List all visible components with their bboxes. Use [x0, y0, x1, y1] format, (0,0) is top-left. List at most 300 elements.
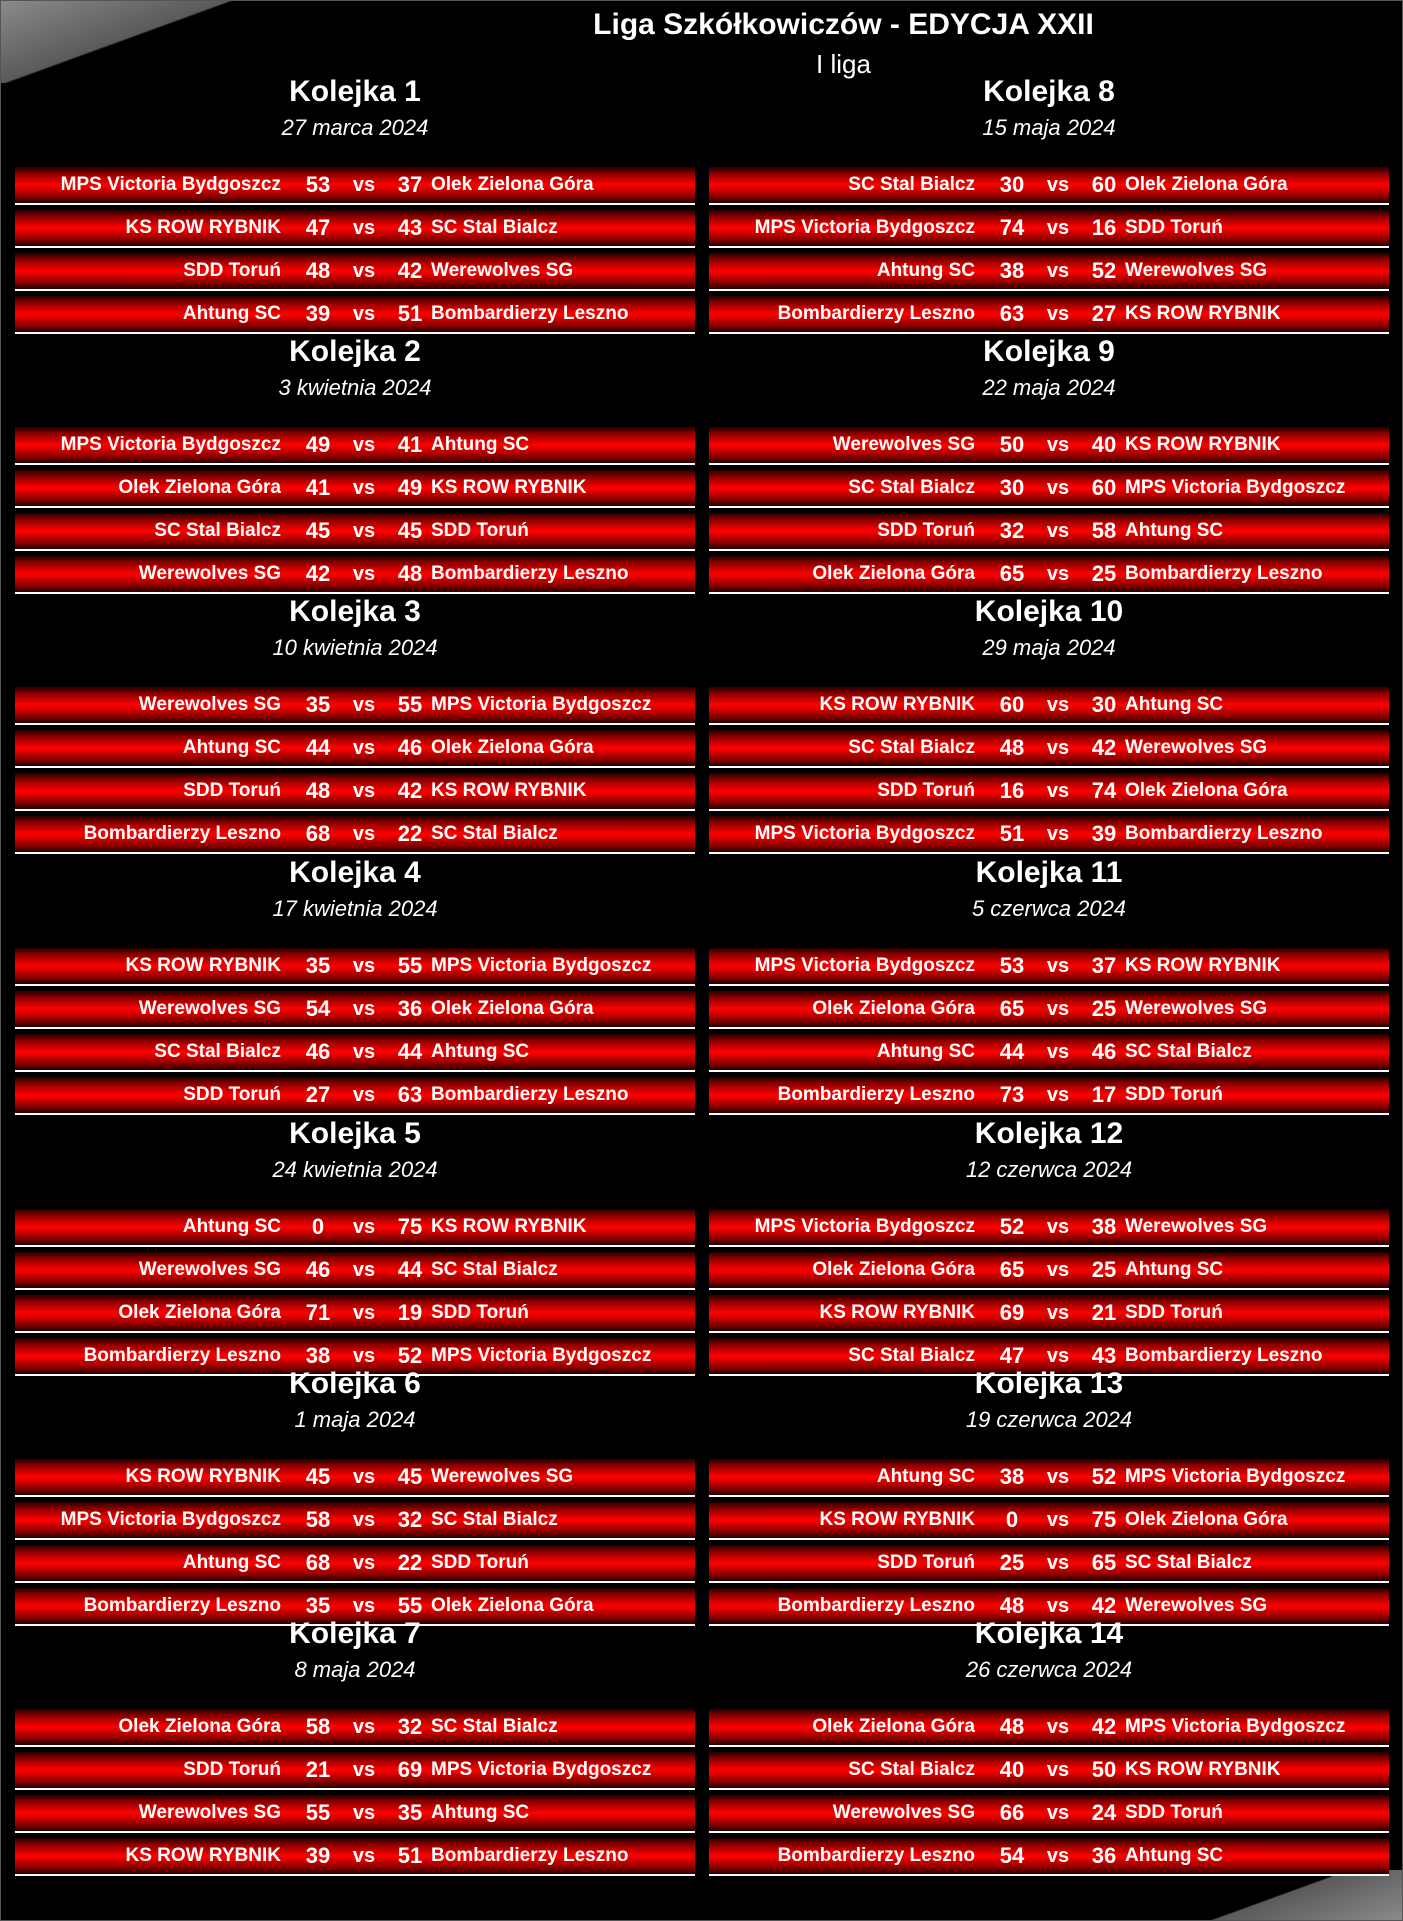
away-team: Ahtung SC [431, 1802, 530, 1823]
away-score: 35 [397, 1800, 423, 1825]
home-score: 39 [305, 1843, 331, 1868]
vs-label: vs [352, 1216, 376, 1238]
vs-label: vs [1046, 1509, 1070, 1531]
home-team: KS ROW RYBNIK [819, 694, 975, 715]
away-score: 32 [397, 1507, 423, 1532]
home-score: 48 [999, 1714, 1025, 1739]
home-team: SDD Toruń [877, 520, 975, 541]
home-team: SC Stal Bialcz [848, 477, 975, 498]
home-team: SDD Toruń [183, 780, 281, 801]
match-row [15, 1709, 695, 1747]
away-score: 49 [397, 475, 423, 500]
away-team: SC Stal Bialcz [1125, 1041, 1252, 1062]
match-row [15, 556, 695, 594]
away-score: 32 [397, 1714, 423, 1739]
home-score: 42 [305, 561, 331, 586]
away-score: 48 [397, 561, 423, 586]
home-team: Olek Zielona Góra [812, 563, 975, 584]
round-title: Kolejka 14 [974, 1617, 1124, 1650]
home-team: SC Stal Bialcz [848, 174, 975, 195]
round-date: 8 maja 2024 [294, 1657, 416, 1682]
away-team: KS ROW RYBNIK [431, 477, 587, 498]
away-team: KS ROW RYBNIK [431, 1216, 587, 1237]
away-score: 75 [1091, 1507, 1117, 1532]
away-team: Bombardierzy Leszno [431, 1084, 629, 1105]
away-team: Ahtung SC [1125, 520, 1224, 541]
match-row [15, 1502, 695, 1540]
match-row [15, 948, 695, 986]
home-score: 55 [305, 1800, 331, 1825]
away-score: 60 [1091, 475, 1117, 500]
vs-label: vs [1046, 1845, 1070, 1867]
vs-label: vs [352, 1509, 376, 1531]
away-score: 51 [397, 1843, 423, 1868]
away-score: 50 [1091, 1757, 1117, 1782]
home-score: 73 [999, 1082, 1025, 1107]
away-score: 39 [1091, 821, 1117, 846]
vs-label: vs [1046, 303, 1070, 325]
away-score: 55 [397, 953, 423, 978]
vs-label: vs [352, 174, 376, 196]
round-title: Kolejka 13 [974, 1367, 1124, 1400]
home-score: 54 [999, 1843, 1025, 1868]
match-row [15, 1545, 695, 1583]
away-score: 52 [1091, 1464, 1117, 1489]
away-score: 43 [397, 215, 423, 240]
home-score: 32 [999, 518, 1025, 543]
away-team: SC Stal Bialcz [431, 1259, 558, 1280]
vs-label: vs [1046, 823, 1070, 845]
home-team: MPS Victoria Bydgoszcz [754, 823, 975, 844]
home-score: 0 [311, 1214, 325, 1239]
vs-label: vs [1046, 1716, 1070, 1738]
away-team: SDD Toruń [431, 1302, 529, 1323]
home-team: SC Stal Bialcz [848, 1345, 975, 1366]
home-score: 63 [999, 301, 1025, 326]
home-score: 40 [999, 1757, 1025, 1782]
match-row [15, 427, 695, 465]
home-team: MPS Victoria Bydgoszcz [754, 1216, 975, 1237]
match-row [15, 253, 695, 291]
away-score: 65 [1091, 1550, 1117, 1575]
vs-label: vs [1046, 217, 1070, 239]
match-row [709, 513, 1389, 551]
vs-label: vs [352, 303, 376, 325]
home-score: 44 [305, 735, 331, 760]
match-row [709, 210, 1389, 248]
home-team: SC Stal Bialcz [154, 1041, 281, 1062]
vs-label: vs [1046, 1302, 1070, 1324]
home-score: 68 [305, 821, 331, 846]
away-score: 46 [1091, 1039, 1117, 1064]
round-date: 27 marca 2024 [281, 115, 429, 140]
vs-label: vs [352, 1552, 376, 1574]
match-row [15, 513, 695, 551]
away-score: 42 [397, 778, 423, 803]
vs-label: vs [352, 520, 376, 542]
home-score: 30 [999, 172, 1025, 197]
away-team: Ahtung SC [1125, 694, 1224, 715]
match-row [15, 296, 695, 334]
away-team: KS ROW RYBNIK [431, 780, 587, 801]
vs-label: vs [1046, 737, 1070, 759]
home-score: 35 [305, 953, 331, 978]
home-score: 48 [999, 1593, 1025, 1618]
home-score: 46 [305, 1039, 331, 1064]
match-row [15, 1459, 695, 1497]
match-row [709, 427, 1389, 465]
match-row [709, 1502, 1389, 1540]
match-row [709, 1459, 1389, 1497]
round-date: 3 kwietnia 2024 [278, 375, 432, 400]
home-team: Bombardierzy Leszno [83, 1345, 281, 1366]
match-row [709, 1709, 1389, 1747]
round-title: Kolejka 7 [289, 1617, 421, 1650]
vs-label: vs [352, 1802, 376, 1824]
match-row [709, 296, 1389, 334]
match-row [15, 773, 695, 811]
home-team: Olek Zielona Góra [118, 1716, 281, 1737]
match-row [709, 1545, 1389, 1583]
home-team: SC Stal Bialcz [848, 737, 975, 758]
home-score: 49 [305, 432, 331, 457]
vs-label: vs [352, 477, 376, 499]
home-score: 65 [999, 561, 1025, 586]
away-score: 19 [397, 1300, 423, 1325]
vs-label: vs [1046, 520, 1070, 542]
away-team: MPS Victoria Bydgoszcz [431, 1759, 652, 1780]
match-row [15, 1295, 695, 1333]
home-score: 58 [305, 1507, 331, 1532]
vs-label: vs [352, 1845, 376, 1867]
home-team: Olek Zielona Góra [812, 1716, 975, 1737]
match-row [709, 1034, 1389, 1072]
vs-label: vs [1046, 1041, 1070, 1063]
away-score: 51 [397, 301, 423, 326]
vs-label: vs [1046, 563, 1070, 585]
match-row [15, 991, 695, 1029]
away-score: 42 [1091, 1593, 1117, 1618]
home-score: 38 [999, 258, 1025, 283]
away-team: SC Stal Bialcz [431, 1509, 558, 1530]
home-score: 65 [999, 1257, 1025, 1282]
away-team: Olek Zielona Góra [431, 998, 594, 1019]
match-row [15, 1077, 695, 1115]
round-date: 5 czerwca 2024 [971, 896, 1127, 921]
away-team: Olek Zielona Góra [431, 1595, 594, 1616]
away-score: 63 [397, 1082, 423, 1107]
away-score: 36 [397, 996, 423, 1021]
away-score: 45 [397, 1464, 423, 1489]
away-score: 44 [397, 1039, 423, 1064]
away-team: SC Stal Bialcz [431, 217, 558, 238]
round-title: Kolejka 9 [983, 335, 1115, 368]
away-team: Ahtung SC [1125, 1259, 1224, 1280]
away-team: Bombardierzy Leszno [1125, 823, 1323, 844]
home-score: 48 [305, 778, 331, 803]
home-team: Ahtung SC [876, 260, 975, 281]
home-team: SDD Toruń [183, 260, 281, 281]
page-title: Liga Szkółkowiczów - EDYCJA XXII [593, 8, 1094, 41]
match-row [15, 1752, 695, 1790]
away-score: 42 [1091, 1714, 1117, 1739]
home-team: Werewolves SG [832, 434, 975, 455]
vs-label: vs [352, 694, 376, 716]
home-team: Bombardierzy Leszno [777, 1595, 975, 1616]
away-team: MPS Victoria Bydgoszcz [1125, 1716, 1346, 1737]
round-title: Kolejka 3 [289, 595, 421, 628]
match-row [709, 1295, 1389, 1333]
home-score: 47 [999, 1343, 1025, 1368]
home-team: Bombardierzy Leszno [83, 1595, 281, 1616]
away-team: MPS Victoria Bydgoszcz [431, 694, 652, 715]
away-team: Olek Zielona Góra [431, 737, 594, 758]
away-team: Werewolves SG [1125, 260, 1268, 281]
home-score: 21 [305, 1757, 331, 1782]
round-title: Kolejka 4 [289, 856, 421, 889]
home-score: 30 [999, 475, 1025, 500]
away-team: Olek Zielona Góra [431, 174, 594, 195]
home-score: 53 [305, 172, 331, 197]
away-team: Werewolves SG [1125, 1595, 1268, 1616]
home-team: Olek Zielona Góra [118, 1302, 281, 1323]
round-date: 10 kwietnia 2024 [272, 635, 438, 660]
home-team: Werewolves SG [138, 563, 281, 584]
away-team: KS ROW RYBNIK [1125, 303, 1281, 324]
match-row [709, 1252, 1389, 1290]
round-date: 24 kwietnia 2024 [272, 1157, 438, 1182]
vs-label: vs [1046, 477, 1070, 499]
vs-label: vs [1046, 260, 1070, 282]
round-date: 19 czerwca 2024 [965, 1407, 1133, 1432]
round-date: 15 maja 2024 [982, 115, 1116, 140]
home-team: Bombardierzy Leszno [83, 823, 281, 844]
match-row [709, 773, 1389, 811]
home-team: Ahtung SC [182, 737, 281, 758]
match-row [709, 167, 1389, 205]
away-score: 25 [1091, 561, 1117, 586]
home-team: Ahtung SC [182, 1552, 281, 1573]
away-score: 40 [1091, 432, 1117, 457]
match-row [709, 253, 1389, 291]
away-score: 30 [1091, 692, 1117, 717]
home-score: 35 [305, 1593, 331, 1618]
away-score: 42 [397, 258, 423, 283]
vs-label: vs [352, 998, 376, 1020]
home-score: 52 [999, 1214, 1025, 1239]
round-title: Kolejka 11 [975, 856, 1123, 889]
away-team: MPS Victoria Bydgoszcz [1125, 477, 1346, 498]
vs-label: vs [352, 1084, 376, 1106]
home-team: KS ROW RYBNIK [125, 217, 281, 238]
home-score: 27 [305, 1082, 331, 1107]
away-team: Olek Zielona Góra [1125, 174, 1288, 195]
away-team: Olek Zielona Góra [1125, 780, 1288, 801]
home-team: SDD Toruń [877, 1552, 975, 1573]
away-team: SDD Toruń [1125, 217, 1223, 238]
vs-label: vs [352, 823, 376, 845]
home-score: 58 [305, 1714, 331, 1739]
match-row [709, 1209, 1389, 1247]
away-score: 37 [397, 172, 423, 197]
home-team: Ahtung SC [876, 1041, 975, 1062]
home-team: KS ROW RYBNIK [125, 1845, 281, 1866]
home-score: 41 [305, 475, 331, 500]
vs-label: vs [352, 1759, 376, 1781]
home-team: Bombardierzy Leszno [777, 303, 975, 324]
away-score: 46 [397, 735, 423, 760]
round-title: Kolejka 6 [289, 1367, 421, 1400]
away-score: 42 [1091, 735, 1117, 760]
round-title: Kolejka 1 [289, 75, 421, 108]
home-team: SDD Toruń [183, 1084, 281, 1105]
away-team: MPS Victoria Bydgoszcz [431, 1345, 652, 1366]
away-team: SDD Toruń [431, 520, 529, 541]
home-score: 38 [305, 1343, 331, 1368]
vs-label: vs [1046, 1552, 1070, 1574]
away-score: 74 [1091, 778, 1117, 803]
vs-label: vs [1046, 1345, 1070, 1367]
round-date: 1 maja 2024 [294, 1407, 416, 1432]
home-team: MPS Victoria Bydgoszcz [754, 955, 975, 976]
away-score: 60 [1091, 172, 1117, 197]
away-team: Ahtung SC [431, 1041, 530, 1062]
home-score: 16 [999, 778, 1025, 803]
match-row [15, 1795, 695, 1833]
league-name: I liga [816, 49, 871, 79]
home-team: KS ROW RYBNIK [125, 1466, 281, 1487]
vs-label: vs [1046, 174, 1070, 196]
match-row [15, 1209, 695, 1247]
home-team: Ahtung SC [876, 1466, 975, 1487]
home-score: 68 [305, 1550, 331, 1575]
vs-label: vs [352, 1302, 376, 1324]
match-row [15, 687, 695, 725]
vs-label: vs [1046, 1259, 1070, 1281]
home-score: 44 [999, 1039, 1025, 1064]
away-team: Olek Zielona Góra [1125, 1509, 1288, 1530]
away-team: KS ROW RYBNIK [1125, 434, 1281, 455]
home-score: 0 [1005, 1507, 1019, 1532]
vs-label: vs [352, 1041, 376, 1063]
match-row [15, 470, 695, 508]
match-row [709, 470, 1389, 508]
away-score: 24 [1091, 1800, 1117, 1825]
match-row [709, 1795, 1389, 1833]
home-team: Werewolves SG [138, 1802, 281, 1823]
vs-label: vs [1046, 955, 1070, 977]
round-date: 29 maja 2024 [982, 635, 1116, 660]
home-score: 25 [999, 1550, 1025, 1575]
match-row [15, 167, 695, 205]
home-score: 54 [305, 996, 331, 1021]
away-team: SC Stal Bialcz [431, 823, 558, 844]
home-score: 65 [999, 996, 1025, 1021]
match-row [709, 687, 1389, 725]
match-row [709, 730, 1389, 768]
home-score: 48 [305, 258, 331, 283]
vs-label: vs [1046, 1595, 1070, 1617]
away-team: KS ROW RYBNIK [1125, 1759, 1281, 1780]
away-team: SDD Toruń [1125, 1084, 1223, 1105]
home-team: Werewolves SG [138, 998, 281, 1019]
home-team: SDD Toruń [183, 1759, 281, 1780]
home-team: SC Stal Bialcz [848, 1759, 975, 1780]
vs-label: vs [1046, 998, 1070, 1020]
away-team: MPS Victoria Bydgoszcz [431, 955, 652, 976]
away-team: SDD Toruń [1125, 1302, 1223, 1323]
corner-decoration-bottom-right [1122, 1870, 1402, 1920]
vs-label: vs [1046, 1466, 1070, 1488]
away-score: 43 [1091, 1343, 1117, 1368]
vs-label: vs [352, 737, 376, 759]
away-team: KS ROW RYBNIK [1125, 955, 1281, 976]
away-score: 38 [1091, 1214, 1117, 1239]
away-score: 44 [397, 1257, 423, 1282]
away-score: 52 [397, 1343, 423, 1368]
home-score: 53 [999, 953, 1025, 978]
home-score: 69 [999, 1300, 1025, 1325]
home-score: 46 [305, 1257, 331, 1282]
away-team: SDD Toruń [1125, 1802, 1223, 1823]
home-team: MPS Victoria Bydgoszcz [754, 217, 975, 238]
away-score: 21 [1091, 1300, 1117, 1325]
away-team: SC Stal Bialcz [1125, 1552, 1252, 1573]
match-row [709, 948, 1389, 986]
home-team: MPS Victoria Bydgoszcz [60, 434, 281, 455]
away-score: 25 [1091, 1257, 1117, 1282]
home-team: Olek Zielona Góra [812, 1259, 975, 1280]
home-score: 38 [999, 1464, 1025, 1489]
round-title: Kolejka 12 [974, 1117, 1124, 1150]
vs-label: vs [352, 563, 376, 585]
away-team: Werewolves SG [1125, 1216, 1268, 1237]
away-team: SC Stal Bialcz [431, 1716, 558, 1737]
match-row [709, 816, 1389, 854]
vs-label: vs [1046, 780, 1070, 802]
home-score: 71 [305, 1300, 331, 1325]
match-row [15, 1252, 695, 1290]
home-team: KS ROW RYBNIK [819, 1509, 975, 1530]
vs-label: vs [352, 260, 376, 282]
away-score: 36 [1091, 1843, 1117, 1868]
away-score: 22 [397, 821, 423, 846]
away-team: Werewolves SG [1125, 737, 1268, 758]
match-row [709, 1838, 1389, 1876]
match-row [709, 1077, 1389, 1115]
home-team: KS ROW RYBNIK [819, 1302, 975, 1323]
home-team: MPS Victoria Bydgoszcz [60, 174, 281, 195]
vs-label: vs [352, 434, 376, 456]
home-team: KS ROW RYBNIK [125, 955, 281, 976]
match-row [15, 1034, 695, 1072]
round-title: Kolejka 8 [983, 75, 1115, 108]
match-row [709, 1752, 1389, 1790]
round-date: 17 kwietnia 2024 [272, 896, 438, 921]
match-row [15, 1838, 695, 1876]
home-team: SC Stal Bialcz [154, 520, 281, 541]
home-score: 48 [999, 735, 1025, 760]
home-score: 47 [305, 215, 331, 240]
round-date: 12 czerwca 2024 [965, 1157, 1133, 1182]
vs-label: vs [352, 217, 376, 239]
vs-label: vs [352, 955, 376, 977]
home-team: Ahtung SC [182, 1216, 281, 1237]
vs-label: vs [352, 1595, 376, 1617]
away-team: Bombardierzy Leszno [431, 303, 629, 324]
vs-label: vs [1046, 694, 1070, 716]
vs-label: vs [352, 1345, 376, 1367]
